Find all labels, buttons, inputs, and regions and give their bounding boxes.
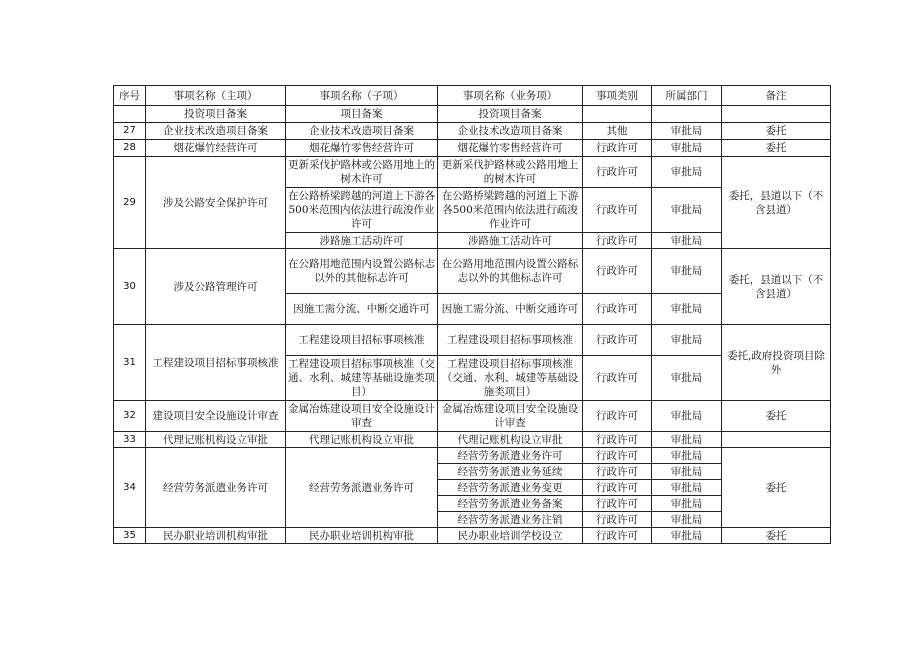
cell-category: 行政许可 xyxy=(583,140,652,157)
cell-department: 审批局 xyxy=(652,188,722,233)
cell-sub-item: 代理记账机构设立审批 xyxy=(286,432,438,448)
items-table xyxy=(113,85,831,544)
cell-remark xyxy=(722,106,831,123)
cell-category: 其他 xyxy=(583,123,652,140)
cell-sub-item: 项目备案 xyxy=(286,106,438,123)
cell-business-item: 代理记账机构设立审批 xyxy=(438,432,583,448)
cell-num xyxy=(114,106,146,123)
cell-department xyxy=(652,106,722,123)
table-row xyxy=(114,249,831,294)
cell-category: 行政许可 xyxy=(583,528,652,544)
table-row xyxy=(114,401,831,432)
cell-category: 行政许可 xyxy=(583,496,652,512)
cell-sub-item: 金属冶炼建设项目安全设施设计审查 xyxy=(286,401,438,432)
cell-department: 审批局 xyxy=(652,401,722,432)
cell-category: 行政许可 xyxy=(583,249,652,294)
cell-category: 行政许可 xyxy=(583,512,652,528)
cell-remark xyxy=(722,432,831,448)
cell-category: 行政许可 xyxy=(583,432,652,448)
cell-main-item: 烟花爆竹经营许可 xyxy=(146,140,286,157)
cell-remark: 委托 xyxy=(722,140,831,157)
cell-remark: 委托，县道以下（不含县道） xyxy=(722,157,831,249)
cell-category: 行政许可 xyxy=(583,464,652,480)
cell-main-item: 涉及公路管理许可 xyxy=(146,249,286,325)
cell-department: 审批局 xyxy=(652,233,722,249)
cell-main-item: 代理记账机构设立审批 xyxy=(146,432,286,448)
header-row xyxy=(114,86,831,106)
cell-num: 29 xyxy=(114,157,146,249)
cell-remark: 委托 xyxy=(722,123,831,140)
cell-business-item: 工程建设项目招标事项核准（交通、水利、城建等基础设施类项目） xyxy=(438,356,583,401)
cell-business-item: 经营劳务派遣业务备案 xyxy=(438,496,583,512)
cell-main-item: 企业技术改造项目备案 xyxy=(146,123,286,140)
table-row xyxy=(114,448,831,464)
cell-category: 行政许可 xyxy=(583,157,652,188)
cell-sub-item: 更新采伐护路林或公路用地上的树木许可 xyxy=(286,157,438,188)
table-row xyxy=(114,528,831,544)
cell-sub-item: 在公路用地范围内设置公路标志以外的其他标志许可 xyxy=(286,249,438,294)
cell-sub-item: 工程建设项目招标事项核准 xyxy=(286,325,438,356)
cell-main-item: 经营劳务派遣业务许可 xyxy=(146,448,286,528)
cell-business-item: 经营劳务派遣业务变更 xyxy=(438,480,583,496)
cell-main-item: 建设项目安全设施设计审查 xyxy=(146,401,286,432)
header-main-item: 事项名称（主项） xyxy=(146,86,286,106)
cell-department: 审批局 xyxy=(652,464,722,480)
table-row xyxy=(114,123,831,140)
cell-remark: 委托，县道以下（不含县道） xyxy=(722,249,831,325)
cell-num: 35 xyxy=(114,528,146,544)
cell-num: 30 xyxy=(114,249,146,325)
cell-sub-item: 在公路桥梁跨越的河道上下游各500米范围内依法进行疏浚作业许可 xyxy=(286,188,438,233)
cell-department: 审批局 xyxy=(652,140,722,157)
table-row xyxy=(114,140,831,157)
header-department: 所属部门 xyxy=(652,86,722,106)
cell-remark: 委托,政府投资项目除外 xyxy=(722,325,831,401)
cell-remark: 委托 xyxy=(722,528,831,544)
cell-category: 行政许可 xyxy=(583,448,652,464)
cell-business-item: 因施工需分流、中断交通许可 xyxy=(438,294,583,325)
cell-business-item: 金属冶炼建设项目安全设施设计审查 xyxy=(438,401,583,432)
cell-department: 审批局 xyxy=(652,448,722,464)
header-sub-item: 事项名称（子项） xyxy=(286,86,438,106)
cell-department: 审批局 xyxy=(652,157,722,188)
cell-business-item: 经营劳务派遣业务许可 xyxy=(438,448,583,464)
cell-business-item: 工程建设项目招标事项核准 xyxy=(438,325,583,356)
cell-business-item: 烟花爆竹零售经营许可 xyxy=(438,140,583,157)
cell-department: 审批局 xyxy=(652,480,722,496)
cell-department: 审批局 xyxy=(652,123,722,140)
table-row xyxy=(114,432,831,448)
cell-num: 28 xyxy=(114,140,146,157)
cell-sub-item: 因施工需分流、中断交通许可 xyxy=(286,294,438,325)
cell-num: 32 xyxy=(114,401,146,432)
cell-num: 31 xyxy=(114,325,146,401)
cell-num: 34 xyxy=(114,448,146,528)
cell-category: 行政许可 xyxy=(583,325,652,356)
cell-business-item: 更新采伐护路林或公路用地上的树木许可 xyxy=(438,157,583,188)
cell-sub-item: 经营劳务派遣业务许可 xyxy=(286,448,438,528)
cell-business-item: 民办职业培训学校设立 xyxy=(438,528,583,544)
cell-department: 审批局 xyxy=(652,294,722,325)
cell-remark: 委托 xyxy=(722,448,831,528)
cell-main-item: 涉及公路安全保护许可 xyxy=(146,157,286,249)
cell-department: 审批局 xyxy=(652,325,722,356)
cell-category: 行政许可 xyxy=(583,356,652,401)
cell-category: 行政许可 xyxy=(583,480,652,496)
cell-business-item: 经营劳务派遣业务注销 xyxy=(438,512,583,528)
cell-remark: 委托 xyxy=(722,401,831,432)
header-seq: 序号 xyxy=(114,86,146,106)
cell-category xyxy=(583,106,652,123)
cell-num: 27 xyxy=(114,123,146,140)
cell-department: 审批局 xyxy=(652,528,722,544)
cell-category: 行政许可 xyxy=(583,188,652,233)
cell-business-item: 在公路桥梁跨越的河道上下游各500米范围内依法进行疏浚作业许可 xyxy=(438,188,583,233)
cell-category: 行政许可 xyxy=(583,401,652,432)
cell-business-item: 在公路用地范围内设置公路标志以外的其他标志许可 xyxy=(438,249,583,294)
cell-category: 行政许可 xyxy=(583,294,652,325)
cell-sub-item: 工程建设项目招标事项核准（交通、水利、城建等基础设施类项目） xyxy=(286,356,438,401)
cell-business-item: 涉路施工活动许可 xyxy=(438,233,583,249)
header-category: 事项类别 xyxy=(583,86,652,106)
cell-business-item: 企业技术改造项目备案 xyxy=(438,123,583,140)
table-row xyxy=(114,157,831,188)
cell-sub-item: 涉路施工活动许可 xyxy=(286,233,438,249)
cell-department: 审批局 xyxy=(652,512,722,528)
cell-department: 审批局 xyxy=(652,496,722,512)
cell-business-item: 投资项目备案 xyxy=(438,106,583,123)
header-business-item: 事项名称（业务项） xyxy=(438,86,583,106)
cell-department: 审批局 xyxy=(652,432,722,448)
cell-sub-item: 企业技术改造项目备案 xyxy=(286,123,438,140)
cell-main-item: 投资项目备案 xyxy=(146,106,286,123)
cell-department: 审批局 xyxy=(652,249,722,294)
table-row xyxy=(114,325,831,356)
cell-business-item: 经营劳务派遣业务延续 xyxy=(438,464,583,480)
cell-department: 审批局 xyxy=(652,356,722,401)
table-row xyxy=(114,106,831,123)
cell-sub-item: 烟花爆竹零售经营许可 xyxy=(286,140,438,157)
cell-main-item: 工程建设项目招标事项核准 xyxy=(146,325,286,401)
cell-num: 33 xyxy=(114,432,146,448)
cell-category: 行政许可 xyxy=(583,233,652,249)
header-remarks: 备注 xyxy=(722,86,831,106)
cell-main-item: 民办职业培训机构审批 xyxy=(146,528,286,544)
cell-sub-item: 民办职业培训机构审批 xyxy=(286,528,438,544)
